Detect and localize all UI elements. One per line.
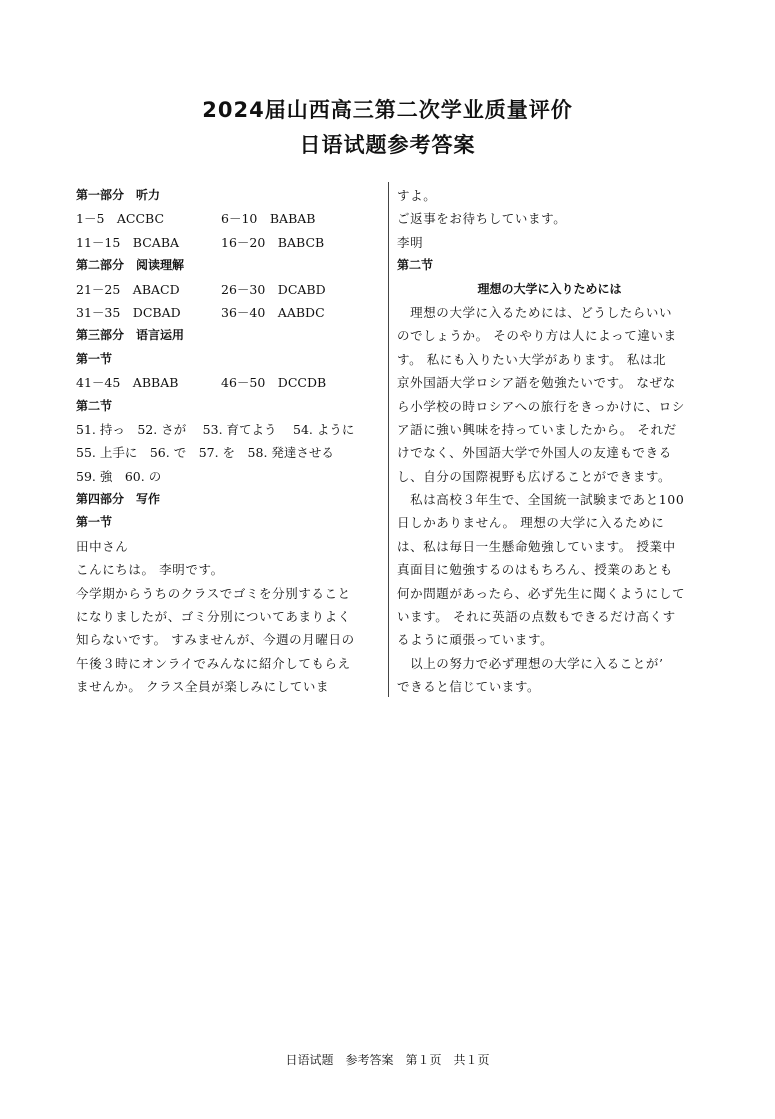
essay-title: 理想の大学に入りためには	[477, 281, 622, 296]
part-heading-reading: 第二部分 阅读理解	[76, 258, 185, 273]
essay-line: す。 私にも入りたい大学があります。 私は北	[397, 351, 667, 367]
letter-line: 知らないです。 すみませんが、今週の月曜日の	[76, 632, 355, 648]
part-heading-language-use: 第三部分 语言运用	[76, 328, 185, 343]
essay-line: けでなく、外国語大学で外国人の友達もできる	[397, 445, 672, 461]
answer-range: 36－40 AABDC	[221, 304, 325, 320]
page-footer: 日语试题 参考答案 第１页 共１页	[285, 1053, 490, 1067]
answer-range: 6－10 BABAB	[221, 211, 316, 227]
part-heading-listening: 第一部分 听力	[76, 188, 161, 202]
document-title: 2024届山西高三第二次学业质量评价	[202, 98, 573, 122]
column-divider	[388, 182, 389, 697]
answer-range: 46－50 DCCDB	[221, 375, 327, 391]
section-heading: 第二节	[397, 258, 434, 273]
answer-range: 31－35 DCBAD	[76, 304, 181, 320]
letter-line: になりましたが、ゴミ分別についてあまりよく	[76, 609, 351, 625]
essay-line: るように頑張っています。	[397, 632, 554, 648]
answer-row	[76, 301, 381, 324]
essay-line: ア語に強い興味を持っていましたから。 それだ	[397, 421, 677, 437]
answer-row	[76, 371, 381, 394]
letter-line: すよ。	[397, 188, 437, 203]
letter-line: 午後３時にオンライでみんなに紹介してもらえ	[76, 655, 351, 671]
letter-line: こんにちは。 李明です。	[76, 562, 224, 578]
letter-line: ご返事をお待ちしています。	[397, 211, 567, 227]
document-subtitle: 日语试题参考答案	[299, 133, 476, 157]
answer-range: 11－15 BCABA	[76, 234, 180, 250]
answer-row	[76, 231, 381, 254]
answer-range: 21－25 ABACD	[76, 281, 180, 297]
essay-line: 理想の大学に入るためには、どうしたらいい	[397, 304, 673, 320]
answer-range: 41－45 ABBAB	[76, 375, 179, 391]
essay-line: 京外国語大学ロシア語を勉強たいです。 なぜな	[397, 375, 676, 391]
section-heading: 第二节	[76, 398, 113, 413]
fill-answers-line: 51. 持っ 52. さが 53. 育てよう 54. ように	[76, 421, 355, 437]
essay-line: ら小学校の時ロシアへの旅行をきっかけに、ロシ	[397, 398, 685, 414]
answer-range: 26－30 DCABD	[221, 281, 326, 297]
letter-line: 田中さん	[76, 538, 129, 554]
essay-line: います。 それに英語の点数もできるだけ高くす	[397, 609, 676, 625]
answer-range: 16－20 BABCB	[221, 234, 325, 250]
letter-signature: 李明	[397, 234, 424, 250]
essay-line: 以上の努力で必ず理想の大学に入ることが’	[397, 655, 664, 671]
answer-row	[76, 207, 381, 230]
right-column	[397, 184, 702, 699]
fill-answers-line: 59. 強 60. の	[76, 468, 162, 484]
section-heading: 第一节	[76, 351, 113, 366]
essay-line: 何か問題があったら、必ず先生に聞くようにして	[397, 585, 686, 601]
essay-line: は、私は毎日一生懸命勉強しています。 授業中	[397, 538, 676, 554]
essay-line: できると信じています。	[397, 679, 541, 695]
part-heading-writing: 第四部分 写作	[76, 492, 161, 507]
essay-line: し、自分の国際視野も広げることができます。	[397, 468, 672, 484]
left-column	[76, 184, 381, 699]
answer-row	[76, 278, 381, 301]
fill-answers-line: 55. 上手に 56. で 57. を 58. 発達させる	[76, 445, 334, 461]
section-heading: 第一节	[76, 515, 113, 530]
essay-line: 真面目に勉強するのはもちろん、授業のあとも	[397, 562, 673, 578]
essay-line: のでしょうか。 そのやり方は人によって違いま	[397, 328, 677, 344]
answer-range: 1－5 ACCBC	[76, 211, 165, 227]
letter-line: 今学期からうちのクラスでゴミを分別すること	[76, 585, 351, 601]
essay-line: 私は高校３年生で、全国統一試験まであと100	[397, 492, 685, 508]
essay-line: 日しかありません。 理想の大学に入るために	[397, 515, 665, 531]
letter-line: ませんか。 クラス全員が楽しみにしていま	[76, 679, 330, 695]
